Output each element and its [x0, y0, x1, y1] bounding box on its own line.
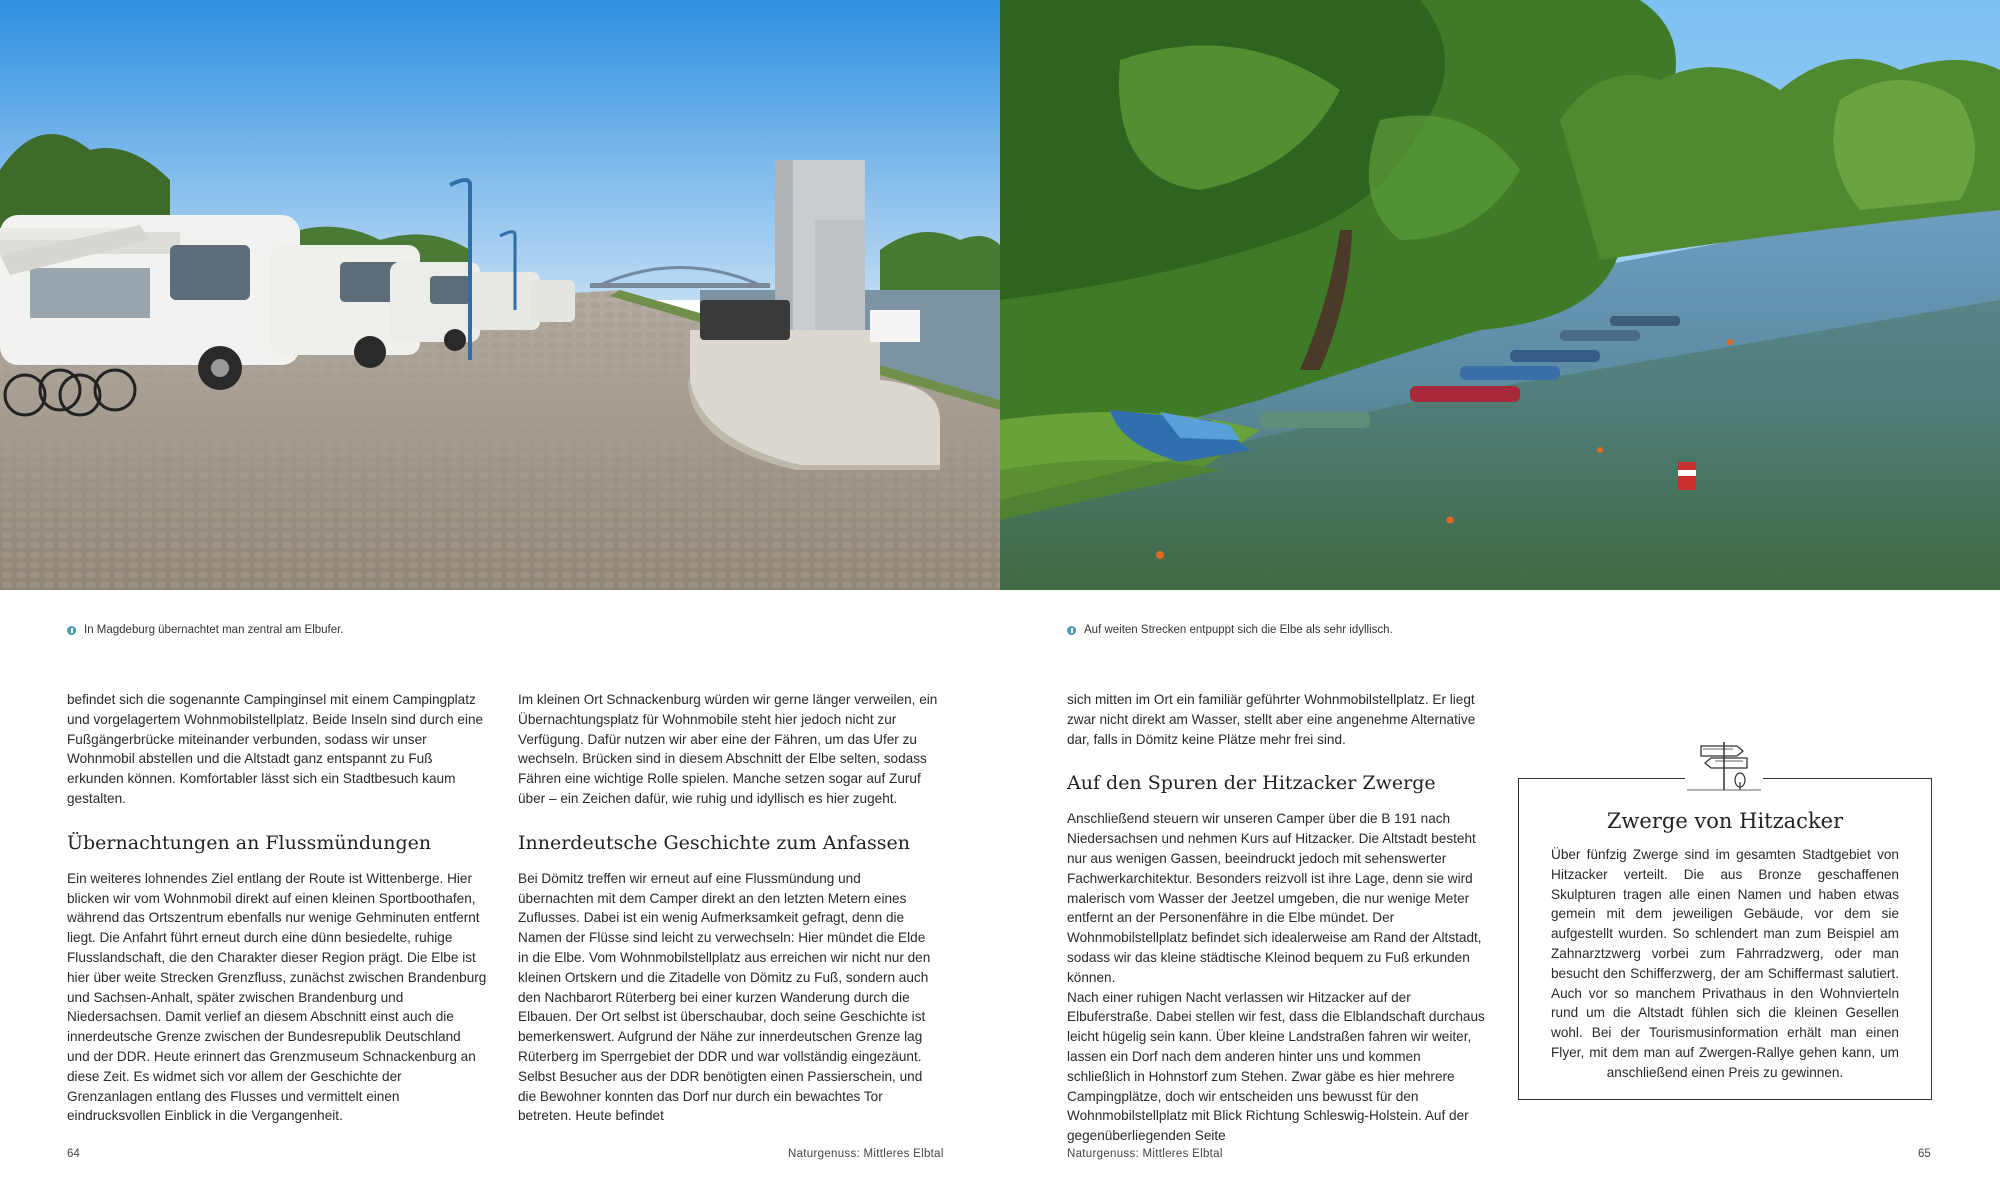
- page-number-right: 65: [1918, 1148, 1931, 1160]
- info-icon: [1067, 626, 1076, 635]
- signpost-icon: [1685, 734, 1763, 792]
- paragraph: Ein weiteres lohnendes Ziel entlang der Route ist Wittenberge. Hier blicken wir vom Wohnmobil direkt auf einen kleinen Sportboothafen, während das Ortszentrum ebenfalls nur wenige Gehminuten entfernt liegt. Die Anfahrt führt erneut durch eine dünn besiedelte, ruhige Flusslandschaft, die den Charakter dieser Region prägt. Die Elbe ist hier über weite Strecken Grenzfluss, zunächst zwischen Brandenburg und Sachsen-Anhalt, später zwischen Brandenburg und Niedersachsen. Damit verlief an diesem Abschnitt einst auch die innerdeutsche Grenze zwischen der Bundesrepublik Deutschland und der DDR. Heute erinnert das Grenzmuseum Schnackenburg an diese Zeit. Es widmet sich vor allem der Geschichte der Grenzanlagen entlang des Flusses und vermittelt einen eindrucksvollen Einblick in die Vergangenheit.: [67, 870, 487, 1124]
- photo-elbe-idyll: [1000, 0, 2000, 590]
- paragraph: Anschließend steuern wir unseren Camper über die B 191 nach Niedersachsen und nehmen Kurs auf Hitzacker. Die Altstadt besteht nur aus wenigen Gassen, beeindruckt jedoch mit sehenswerter Fachwerkarchitektur. Besonders reizvoll ist ihre Lage, denn sie wird malerisch vom Wasser der Jeetzel umgeben, die nur wenige Meter entfernt an der Personenfähre in die Elbe mündet. Der Wohnmobilstellplatz befindet sich idealerweise am Rand der Altstadt, sodass wir das kleine städtische Kleinod bequem zu Fuß erkunden können.: [1067, 811, 1482, 985]
- section-heading: Auf den Spuren der Hitzacker Zwerge: [1067, 772, 1436, 795]
- photo-magdeburg-elbufer: [0, 0, 1000, 590]
- paragraph: Im kleinen Ort Schnackenburg würden wir gerne länger verweilen, ein Übernachtungsplatz für Wohnmobile steht hier jedoch nicht zur Verfügung. Dafür nutzen wir aber eine der Fähren, um das Ufer zu wechseln. Brücken sind in diesem Abschnitt der Elbe selten, sodass Fähren eine wichtige Rolle spielen. Manche setzen sogar auf Zuruf über – ein Zeichen dafür, wie ruhig und idyllisch es hier zugeht.: [518, 692, 938, 806]
- caption-text: In Magdeburg übernachtet man zentral am Elbufer.: [84, 624, 344, 636]
- paragraph: Bei Dömitz treffen wir erneut auf eine Flussmündung und übernachten mit dem Camper direkt an den letzten Metern eines Zuflusses. Dabei ist ein wenig Aufmerksamkeit gefragt, denn die Namen der Flüsse sind leicht zu verwechseln: Hier mündet die Elde in die Elbe. Vom Wohnmobilstellplatz aus erreichen wir nicht nur den kleinen Ortskern und die Zitadelle von Dömitz zu Fuß, sondern auch den Nachbarort Rüterberg bei einer kurzen Wanderung durch die Elbauen. Der Ort selbst ist überschaubar, doch seine Geschichte ist bemerkenswert. Aufgrund der Nähe zur innerdeutschen Grenze lag Rüterberg im Sperrgebiet der DDR und war vollständig eingezäunt. Selbst Besucher aus der DDR benötigten einen Passierschein, und die Bewohner konnten das Dorf nur durch ein bewachtes Tor betreten. Heute befindet: [518, 870, 931, 1124]
- text-column-1: [67, 690, 487, 1126]
- info-box-zwerge: [1518, 778, 1932, 1100]
- running-head-right: Naturgenuss: Mittleres Elbtal: [1067, 1148, 1223, 1160]
- photo-caption-right: [1067, 624, 1393, 636]
- page-number-left: 64: [67, 1148, 80, 1160]
- running-head-left: Naturgenuss: Mittleres Elbtal: [788, 1148, 944, 1160]
- paragraph: befindet sich die sogenannte Campinginsel mit einem Campingplatz und vorgelagertem Wohnmobilstellplatz. Beide Inseln sind durch eine Fußgängerbrücke miteinander verbunden, sodass wir unser Wohnmobil abstellen und die Altstadt ganz entspannt zu Fuß erkunden können. Komfortabler lässt sich ein Stadtbesuch kaum gestalten.: [67, 692, 484, 806]
- box-title: Zwerge von Hitzacker: [1606, 809, 1844, 833]
- section-heading: Übernachtungen an Flussmündungen: [67, 831, 432, 854]
- section-heading: Innerdeutsche Geschichte zum Anfassen: [518, 831, 911, 854]
- info-icon: [67, 626, 76, 635]
- text-column-3: [1067, 690, 1487, 1146]
- text-column-2: [518, 690, 938, 1126]
- paragraph: sich mitten im Ort ein familiär geführter Wohnmobilstellplatz. Er liegt zwar nicht direkt am Wasser, stellt aber eine angenehme Alternative dar, falls in Dömitz keine Plätze mehr frei sind.: [1067, 692, 1476, 747]
- photo-caption-left: [67, 624, 344, 636]
- caption-text: Auf weiten Strecken entpuppt sich die Elbe als sehr idyllisch.: [1084, 624, 1393, 636]
- box-text: Über fünfzig Zwerge sind im gesamten Stadtgebiet von Hitzacker verteilt. Die aus Bronze geschaffenen Skulpturen tragen alle einen Namen und haben etwas gemein mit dem jeweiligen Gebäude, vor dem sie aufgestellt wurden. So schlendert man zum Beispiel am Zahnarztzwerg vorbei zum Fahrradzwerg, oder man besucht den Schifferzwerg, der am Schiffermast salutiert. Auch vor so manchem Privathaus in den Wohnvierteln rund um die Altstadt fühlen sich die kleinen Gesellen wohl. Bei der Tourismusinformation erhält man einen Flyer, mit dem man auf Zwergen-Rallye gehen kann, um anschließend einen Preis zu gewinnen.: [1551, 847, 1899, 1080]
- paragraph: Nach einer ruhigen Nacht verlassen wir Hitzacker auf der Elbuferstraße. Dabei stellen wir fest, dass die Elblandschaft durchaus leicht hügelig sein kann. Über kleine Landstraßen fahren wir weiter, lassen ein Dorf nach dem anderen hinter uns und kommen schließlich in Hohnstorf zum Stehen. Zwar gäbe es hier mehrere Campingplätze, doch wir entscheiden uns bewusst für den Wohnmobilstellplatz mit Blick Richtung Schleswig-Holstein. Auf der gegenüberliegenden Seite: [1067, 989, 1485, 1144]
